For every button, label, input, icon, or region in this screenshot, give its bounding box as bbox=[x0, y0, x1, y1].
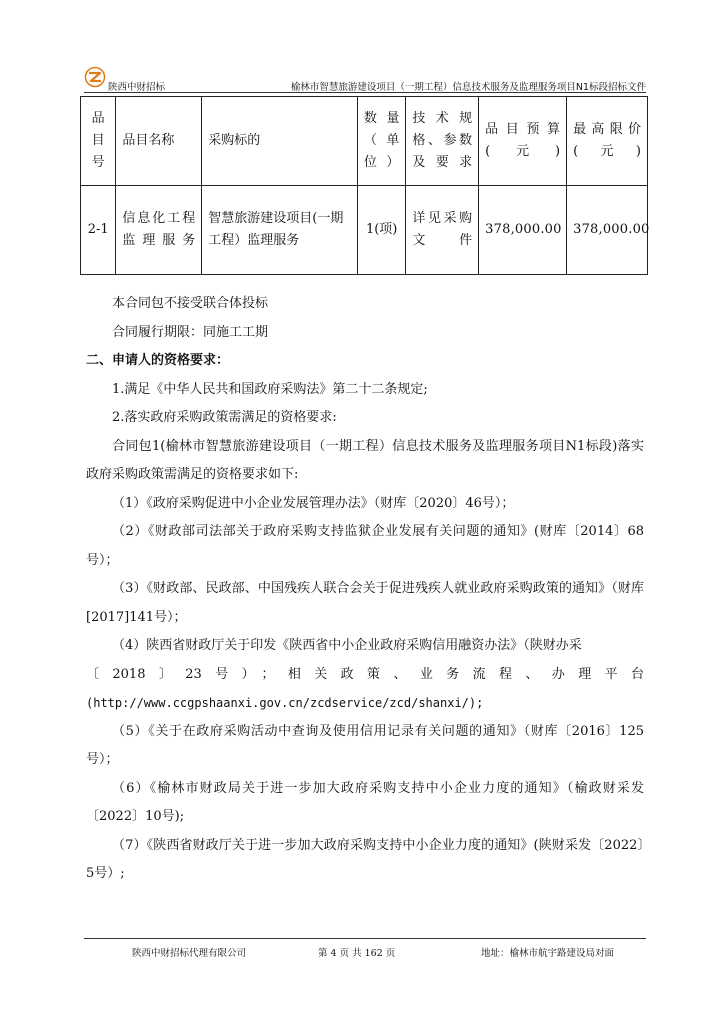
page-footer bbox=[84, 938, 646, 963]
policy-item-7: （7）《陕西省财政厅关于进一步加大政府采购支持中小企业力度的通知》(陕财采发〔2022〕5号）; bbox=[86, 837, 644, 881]
header-company: 陕西中财招标 bbox=[108, 82, 166, 93]
items-table bbox=[80, 96, 648, 275]
document-body bbox=[86, 290, 644, 889]
th-spec: 技术规格、参数及要求 bbox=[406, 97, 479, 186]
th-quantity: 数量（单位） bbox=[357, 97, 406, 186]
cell-quantity: 1(项) bbox=[357, 186, 406, 275]
table-row bbox=[81, 186, 648, 275]
th-budget: 品目预算(元) bbox=[479, 97, 567, 186]
cell-item-no: 2-1 bbox=[81, 186, 116, 275]
no-consortium-text: 本合同包不接受联合体投标 bbox=[112, 296, 269, 311]
header-doc-title: 榆林市智慧旅游建设项目（一期工程）信息技术服务及监理服务项目N1标段招标文件 bbox=[290, 82, 646, 93]
cell-spec: 详见采购文件 bbox=[406, 186, 479, 275]
contract-period-text: 合同履行期限：同施工工期 bbox=[112, 324, 269, 340]
table-header-row bbox=[81, 97, 648, 186]
requirement-2: 2.落实政府采购政策需满足的资格要求: bbox=[112, 410, 337, 425]
th-item-no: 品目号 bbox=[81, 97, 116, 186]
policy-item-1: （1）《政府采购促进中小企业发展管理办法》（财库〔2020〕46号）； bbox=[112, 495, 515, 511]
policy-item-4b: 〔2018〕23号）；相关政策、业务流程、办理平台 bbox=[86, 666, 644, 682]
th-limit: 最高限价(元) bbox=[567, 97, 648, 186]
cell-item-name: 信息化工程监理服务 bbox=[116, 186, 202, 275]
requirement-1: 1.满足《中华人民共和国政府采购法》第二十二条规定; bbox=[112, 381, 428, 397]
cell-budget: 378,000.00 bbox=[479, 186, 567, 275]
footer-company: 陕西中财招标代理有限公司 bbox=[132, 948, 247, 959]
cell-target: 智慧旅游建设项目(一期工程）监理服务 bbox=[202, 186, 358, 275]
cell-limit: 378,000.00 bbox=[567, 186, 648, 275]
qualification-heading: 二、申请人的资格要求： bbox=[86, 353, 230, 368]
policy-item-4c-url: (http://www.ccgpshaanxi.gov.cn/zcdservice/zcd/shanxi/); bbox=[86, 696, 484, 710]
policy-item-4a: （4）陕西省财政厅关于印发《陕西省中小企业政府采购信用融资办法》（陕财办采 bbox=[112, 638, 582, 653]
footer-address: 地址：榆林市航宇路建设局对面 bbox=[480, 948, 614, 959]
company-logo-icon bbox=[84, 66, 106, 91]
policy-item-3: （3）《财政部、民政部、中国残疾人联合会关于促进残疾人就业政府采购政策的通知》（财库[2017]141号）； bbox=[86, 581, 644, 625]
policy-item-2: （2）《财政部司法部关于政府采购支持监狱企业发展有关问题的通知》(财库〔2014〕68号）； bbox=[86, 524, 644, 568]
th-item-name: 品目名称 bbox=[116, 97, 202, 186]
th-target: 采购标的 bbox=[202, 97, 358, 186]
footer-page-number: 第 4 页 共 162 页 bbox=[318, 948, 396, 959]
page-header bbox=[84, 66, 646, 93]
contract-package-text: 合同包1(榆林市智慧旅游建设项目（一期工程）信息技术服务及监理服务项目N1标段)落实政府采购政策需满足的资格要求如下: bbox=[86, 438, 644, 482]
policy-item-6: （6）《榆林市财政局关于进一步加大政府采购支持中小企业力度的通知》（榆政财采发〔2022〕10号); bbox=[86, 780, 644, 824]
policy-item-5: （5）《关于在政府采购活动中查询及使用信用记录有关问题的通知》（财库〔2016〕125号）； bbox=[86, 723, 644, 767]
